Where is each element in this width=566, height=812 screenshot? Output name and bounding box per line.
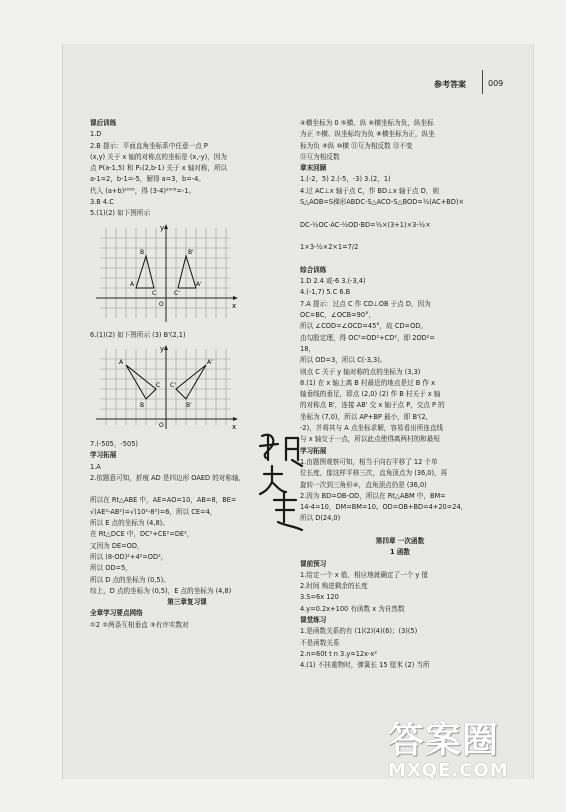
graph2-y-label: y — [160, 344, 165, 353]
section-heading: 章末回顾 — [300, 164, 327, 173]
graph2-point-c-prime: C' — [170, 381, 176, 389]
text-line: 与 x 轴交于一点，所以此点使得离两村的和最短 — [300, 435, 440, 444]
text-line: 1×3-½×2×1=7/2 — [300, 243, 359, 252]
text-line: 7.(-505，-505) — [90, 439, 138, 448]
graph1-point-b: B — [140, 248, 145, 256]
text-line: 所以 (8-OD)²+4²=OD²， — [90, 552, 168, 561]
right-column — [300, 118, 500, 672]
header-rule — [482, 70, 483, 94]
graph1-y-label: y — [160, 223, 165, 232]
left-mid-lines — [90, 330, 284, 341]
text-line: -2)，并将其与 A 点坐标求解，容易看出所连直线 — [300, 424, 444, 433]
text-line: 4.过 AC⊥x 轴于点 C，作 BD⊥x 轴于点 D，则 — [300, 186, 439, 195]
handwriting-scribble — [256, 430, 312, 540]
text-line — [90, 484, 284, 495]
text-line: DC-½OC·AC-½OD·BD=½×(3+1)×3-½× — [300, 220, 431, 229]
text-line — [300, 208, 500, 219]
text-line: 6.(1)(2) 如下图所示 (3) B'(2,1) — [90, 330, 186, 339]
text-line: ⑬互为相反数 — [300, 152, 340, 161]
section-heading: 学习拓展 — [90, 451, 117, 460]
text-line: 所以在 Rt△ABE 中，AE=AO=10，AB=8，BE= — [90, 496, 237, 505]
text-line: 不是函数关系 — [300, 638, 340, 647]
page-number: 009 — [488, 79, 504, 88]
text-line: 代入 (a+b)²⁰⁰⁵，得 (3-4)²⁰⁰⁵=-1。 — [90, 186, 196, 195]
graph1-point-b-prime: B' — [188, 248, 194, 256]
graph1-point-a-prime: A' — [196, 280, 202, 288]
right-lines — [300, 118, 500, 672]
text-line: 所以 D 点的坐标为 (0,5)。 — [90, 575, 170, 584]
left-lower-lines — [90, 439, 284, 631]
text-line: S△AOB=S梯形ABDC-S△ACO-S△BOD=½(AC+BD)× — [300, 198, 465, 207]
text-line: ①2 ②两条互相垂直 ③有序实数对 — [90, 620, 189, 629]
text-line: 又因为 DE=OD， — [90, 541, 144, 550]
text-line: 1.A — [90, 462, 101, 471]
text-line: 所以 OD=5， — [90, 564, 132, 573]
text-line: 在 Rt△DCE 中，DC²+CE²=DE²， — [90, 530, 194, 539]
text-line: 的对称点 B'，连接 AB' 交 x 轴于点 P，交点 P 的 — [300, 401, 445, 410]
graph1-point-c: C — [152, 289, 157, 297]
section-heading: 全章学习要点网络 — [90, 609, 143, 618]
text-line: 所以 D(24,0) — [300, 514, 341, 523]
left-top-lines — [90, 118, 284, 220]
graph1-point-c-prime: C' — [174, 289, 180, 297]
text-line: 3.S=6x 120 — [300, 593, 339, 602]
watermark — [388, 712, 538, 784]
text-line: a-1=2，b-1=-5，解得 a=3，b=-4。 — [90, 175, 205, 184]
text-line: 旋转一次到三角形④，直角顶点仍是 (36,0) — [300, 480, 427, 489]
graph2-point-a-prime: A' — [207, 358, 213, 366]
text-line: 所以 E 点的坐标为 (4,8)。 — [90, 519, 169, 528]
text-line: 坐标为 (7,0)，所以 AP+BP 最小，即 B'(2, — [300, 412, 428, 421]
graph1-point-a: A — [130, 280, 135, 288]
text-line — [300, 254, 500, 265]
text-line: 8.(1) 在 x 轴上离 B 村最近的地点是过 B 作 x — [300, 378, 435, 387]
header-label: 参考答案 — [434, 80, 466, 89]
text-line: 由勾股定理，得 OC²=OD²+CD²，即 2OD²= — [300, 333, 435, 342]
graph1-origin: O — [159, 300, 164, 308]
text-line: 1.D 2.4 或-6 3.(-3,4) — [300, 277, 366, 286]
coordinate-graph-2 — [90, 343, 284, 435]
graph1-x-label: x — [232, 301, 237, 310]
text-line: 5.(1)(2) 如下图所示 — [90, 209, 151, 218]
text-line: 1.给定一个 x 值，相应地就确定了一个 y 值 — [300, 570, 428, 579]
text-line: 4.(1) 不挂重物时，弹簧长 15 厘米 (2) 当所 — [300, 661, 430, 670]
text-line: 点 P(a-1,5) 和 P₁(2,b-1) 关于 x 轴对称，所以 — [90, 164, 228, 173]
text-line: 则点 C 关于 y 轴对称的点的坐标为 (3,3) — [300, 367, 421, 376]
text-line — [300, 525, 500, 536]
text-line: 位长度，像这样平移三次，直角顶点为 (36,0)，再 — [300, 469, 448, 478]
text-line: 3.B 4.C — [90, 198, 114, 207]
text-line: 1.是函数关系的有 (1)(2)(4)(6)；(3)(5) — [300, 627, 418, 636]
text-line: 4.(-1,7) 5.C 6.B — [300, 288, 351, 297]
text-line: 2.B 提示：平面直角坐标系中任意一点 P — [90, 141, 208, 150]
text-line: 4.y=0.2x+100 有函数 x 为自然数 — [300, 604, 405, 613]
watermark-logo-text: 答案圈 — [388, 720, 500, 761]
section-heading: 课前预习 — [300, 559, 327, 568]
text-line: (x,y) 关于 x 轴的对称点的坐标是 (x,-y)，因为 — [90, 152, 227, 161]
section-heading: 学习拓展 — [300, 446, 327, 455]
chapter-heading: 第四章 一次函数 — [375, 536, 425, 545]
section-heading: 综合训练 — [300, 265, 327, 274]
text-line: 1.由题图观察可知，相当于向右平移了 12 个单 — [300, 457, 438, 466]
text-line: 2.时间 购进剩余的长度 — [300, 582, 368, 591]
graph2-origin: O — [159, 421, 164, 429]
graph2-point-b-prime: B' — [186, 401, 192, 409]
text-line: 14-4=10，DM=BM=10。OD=OB+BD=4+20=24， — [300, 503, 468, 512]
watermark-url: MXQE.COM — [388, 760, 509, 781]
text-line: 轴垂线的垂足，即点 (2,0) (2) 作 B 村关于 x 轴 — [300, 390, 441, 399]
text-line — [300, 231, 500, 242]
text-line: 所以 ∠COD=∠OCD=45°，故 CD=OD。 — [300, 322, 427, 331]
graph2-point-c: C — [156, 381, 161, 389]
section-heading: 课后训练 — [90, 119, 117, 127]
left-column — [90, 118, 284, 631]
text-line: 1.(-2，5) 2.(-5，-3) 3.(2，1) — [300, 175, 391, 184]
text-line: 1.D — [90, 130, 102, 139]
section-heading: 课堂练习 — [300, 616, 327, 625]
graph2-point-a: A — [119, 358, 124, 366]
text-line: 标为负 ⑨纵 ⑩横 ⑪互为相反数 ⑫不变 — [300, 141, 413, 150]
text-line: 18， — [300, 344, 315, 353]
text-line: 2.依题意可知，折痕 AD 是四边形 OAED 的对称轴， — [90, 473, 246, 482]
coordinate-graph-1 — [90, 222, 284, 326]
text-line: 2.n=60t t n 3.y=12x-x² — [300, 649, 377, 658]
graph2-point-b: B — [140, 401, 145, 409]
graph2-x-label: x — [232, 422, 237, 431]
text-line: 2.因为 BD=OB-OD，所以在 Rt△ABM 中，BM= — [300, 491, 446, 500]
text-line: √(AE²-AB²)=√(10²-8²)=6，所以 CE=4， — [90, 507, 217, 516]
text-line: 7.A 提示：过点 C 作 CD⊥OB 于点 D，因为 — [300, 299, 431, 308]
chapter-heading: 第三章复习课 — [167, 598, 207, 607]
text-line: 所以 OD=3，所以 C(-3,3)。 — [300, 356, 387, 365]
chapter-heading: 1 函数 — [389, 548, 411, 557]
text-line: 综上，D 点的坐标为 (0,5)，E 点的坐标为 (4,8) — [90, 586, 232, 595]
text-line: 为正 ⑦横、纵坐标均为负 ⑧横坐标为正，纵坐 — [300, 130, 435, 139]
text-line: OC=BC，∠OCB=90°， — [300, 311, 375, 320]
text-line: ④横坐标为 0 ⑤横、纵 ⑥横坐标为负，纵坐标 — [300, 119, 434, 127]
